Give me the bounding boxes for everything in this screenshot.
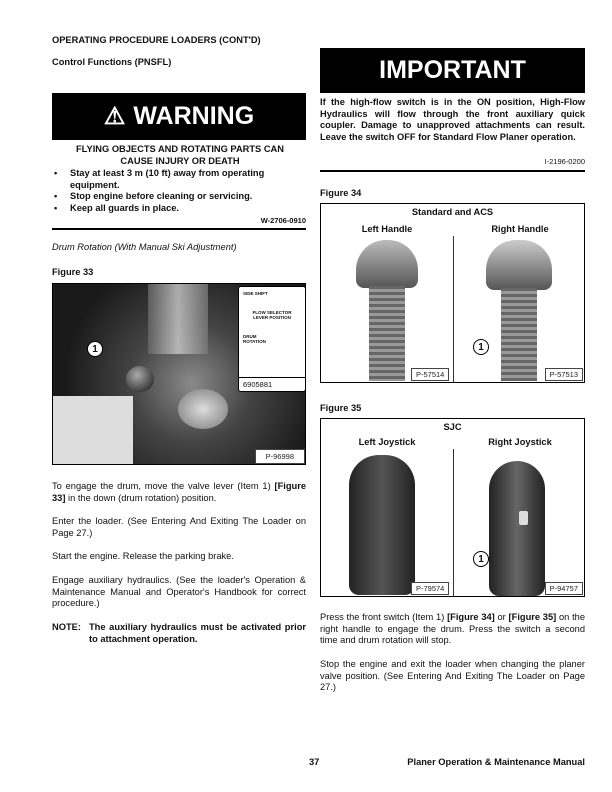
important-code: I-2196-0200 [544, 157, 585, 166]
text: in the down (drum rotation) position. [65, 492, 217, 503]
decal [238, 286, 306, 392]
valve-cylinder [178, 389, 228, 429]
photo-id: P-57514 [411, 368, 449, 381]
paragraph-engage [52, 481, 306, 504]
right-joystick-label: Right Joystick [488, 437, 552, 447]
decal-flow: FLOW SELECTOR LEVER POSITION [252, 310, 292, 320]
left-joystick-image [349, 455, 415, 595]
text: or [494, 612, 509, 622]
right-handle-label: Right Handle [491, 224, 549, 234]
figure-title: SJC [443, 422, 462, 432]
figure-label: Figure 33 [52, 267, 94, 277]
warning-banner [52, 93, 306, 140]
figure-ref[interactable]: [Figure 34] [447, 612, 495, 622]
figure-label: Figure 34 [320, 188, 362, 198]
figure-34 [320, 203, 585, 383]
section-title: Control Functions (PNSFL) [52, 57, 172, 67]
warning-list [52, 168, 306, 214]
note-label: NOTE: [52, 622, 81, 632]
text: Press the front switch (Item 1) [320, 612, 448, 622]
paragraph-enter: Enter the loader. (See Entering And Exiting The Loader on Page 27.) [52, 516, 306, 538]
manual-title: Planer Operation & Maintenance Manual [407, 757, 585, 767]
page-title: OPERATING PROCEDURE LOADERS (CONT'D) [52, 35, 261, 45]
warning-bullet: • Keep all guards in place. [52, 203, 306, 215]
photo-id: P-96998 [255, 449, 305, 464]
left-handle-image [356, 240, 418, 288]
important-text: If the high-flow switch is in the ON position, High-Flow Hydraulics will flow through the front auxiliary quick coupler. Damage to unapproved attachments can result. Leave the switch OFF for Standard Flow Planer operation. [320, 97, 585, 142]
warning-bullet: • Stay at least 3 m (10 ft) away from operating equipment. [52, 168, 306, 191]
photo-id: P-94757 [545, 582, 583, 595]
figure-ref[interactable]: [Figure 33] [52, 481, 306, 503]
paragraph-aux: Engage auxiliary hydraulics. (See the loader's Operation & Maintenance Manual and Operator's Handbook for correct procedure.) [52, 575, 306, 608]
subsection-heading: Drum Rotation (With Manual Ski Adjustment) [52, 242, 237, 252]
decal-part-number: 6905881 [239, 377, 305, 391]
divider [52, 228, 306, 230]
divider [453, 236, 454, 382]
decal-side-shift: SIDE SHIFT [243, 291, 268, 296]
panel [53, 396, 133, 465]
important-banner: IMPORTANT [320, 48, 585, 93]
left-handle-label: Left Handle [361, 224, 413, 234]
note [52, 622, 306, 645]
front-switch [519, 511, 528, 525]
decal-drum: DRUM ROTATION [243, 334, 266, 344]
warning-heading: FLYING OBJECTS AND ROTATING PARTS CAN CAUSE INJURY OR DEATH [76, 144, 284, 166]
paragraph-stop-engine: Stop the engine and exit the loader when changing the planer valve position. (See Entering And Exiting The Loader on Page 27.) [320, 659, 585, 692]
figure-title: Standard and ACS [411, 207, 494, 217]
lever-knob [126, 366, 154, 392]
right-handle-grip [501, 288, 537, 381]
paragraph-press-switch [320, 612, 585, 647]
text: on the right handle to engage the drum. Press the switch a second time and drum rotation will stop. [320, 612, 586, 645]
right-handle-image [486, 240, 552, 290]
note-text: The auxiliary hydraulics must be activated prior to attachment operation. [89, 622, 306, 644]
photo-id: P-57513 [545, 368, 583, 381]
warning-triangle-icon: ⚠ [103, 103, 126, 130]
left-handle-grip [369, 286, 405, 381]
divider [453, 449, 454, 596]
hydraulic-hoses [148, 284, 208, 354]
right-joystick-image [489, 461, 545, 596]
callout-1: 1 [87, 341, 103, 357]
figure-33-photo [52, 283, 306, 465]
paragraph-start: Start the engine. Release the parking brake. [52, 551, 234, 561]
warning-code: W-2706-0910 [260, 216, 306, 225]
callout-1: 1 [473, 339, 489, 355]
left-joystick-label: Left Joystick [358, 437, 416, 447]
warning-label: WARNING [133, 102, 255, 130]
figure-ref[interactable]: [Figure 35] [508, 612, 557, 622]
warning-bullet: • Stop engine before cleaning or servicing. [52, 191, 306, 203]
callout-1: 1 [473, 551, 489, 567]
figure-35 [320, 418, 585, 597]
figure-label: Figure 35 [320, 403, 362, 413]
page-number: 37 [309, 757, 320, 767]
divider [320, 170, 585, 172]
text: To engage the drum, move the valve lever (Item 1) [52, 481, 275, 491]
photo-id: P-79574 [411, 582, 449, 595]
